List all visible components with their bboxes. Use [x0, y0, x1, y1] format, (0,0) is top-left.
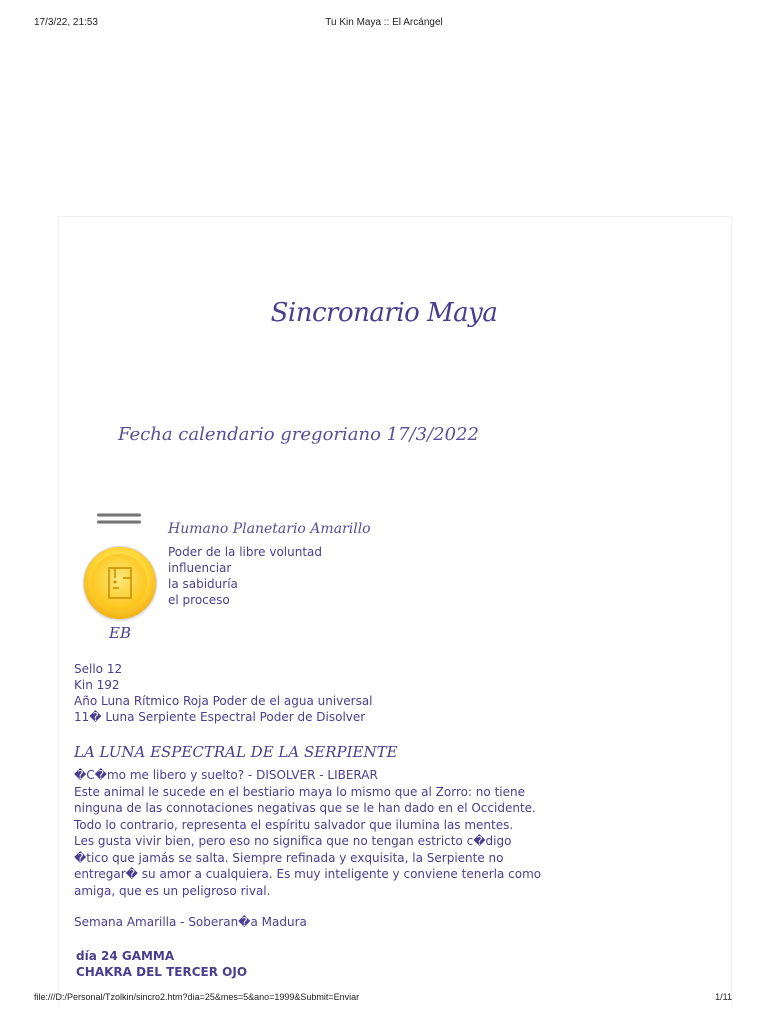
print-tab-title: Tu Kin Maya :: El Arcángel [325, 17, 443, 28]
kin-details [74, 661, 373, 725]
kin-line: influenciar [168, 561, 232, 575]
tone-bars-icon [97, 513, 141, 527]
print-header [0, 0, 768, 28]
kin-line: el proceso [168, 593, 230, 607]
print-url: file:///D:/Personal/Tzolkin/sincro2.htm?dia=25&mes=5&ano=1999&Submit=Enviar [34, 992, 360, 1002]
moon-line: 11� Luna Serpiente Espectral Poder de Disolver [74, 710, 366, 724]
description-paragraph: �C�mo me libero y suelto? - DISOLVER - LIBERAR Este animal le sucede en el bestiario maya lo mismo que al Zorro: no tiene ninguna de las connotaciones negativas que se le han dado en el Occidente. Todo lo contrario, representa el espíritu salvador que ilumina las mentes. Les gusta vivir bien, pero eso no significa que no tengan estricto c�digo �tico que jamás se salta. Siempre refinada y exquisita, la Serpiente no entregar� su amor a cualquiera. Es muy inteligente y conviene tenerla como amiga, que es un peligroso rival. [74, 768, 542, 898]
week-line: Semana Amarilla - Soberan�a Madura [74, 915, 307, 929]
year-line: Año Luna Rítmico Roja Poder de el agua universal [74, 694, 373, 708]
kin-number-line: Kin 192 [74, 678, 120, 692]
gregorian-date: Fecha calendario gregoriano 17/3/2022 [118, 424, 479, 445]
sello-line: Sello 12 [74, 662, 123, 676]
kin-lines [168, 544, 322, 608]
print-datetime: 17/3/22, 21:53 [34, 17, 98, 28]
glyph-label: EB [109, 624, 131, 642]
kin-name: Humano Planetario Amarillo [168, 521, 371, 537]
seal-glyph-face-icon [91, 554, 147, 610]
kin-line: Poder de la libre voluntad [168, 545, 323, 559]
section-title: LA LUNA ESPECTRAL DE LA SERPIENTE [74, 743, 398, 761]
chakra-line: CHAKRA DEL TERCER OJO [76, 965, 248, 979]
page-title: Sincronario Maya [270, 298, 498, 328]
print-page-number: 1/11 [715, 992, 732, 1002]
day-line: día 24 GAMMA [76, 949, 175, 963]
kin-line: la sabiduría [168, 577, 238, 591]
